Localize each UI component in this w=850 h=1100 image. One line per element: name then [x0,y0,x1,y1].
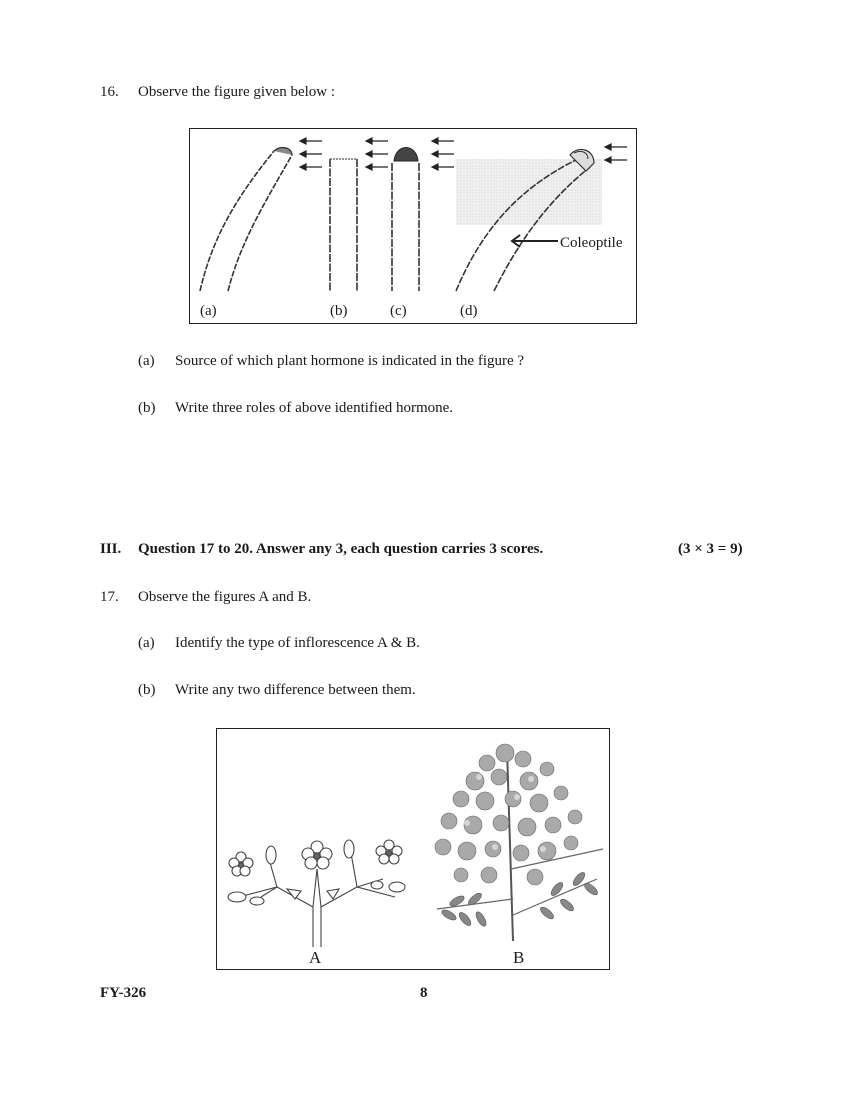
figure-label-b: (b) [330,303,348,319]
inflorescence-a [228,840,405,947]
coleoptile-diagram [190,129,636,323]
coleoptile-annotation: Coleoptile [560,235,623,251]
flower-center [302,841,332,869]
q16-part-b-label: (b) [138,400,156,416]
q17-part-a-label: (a) [138,635,155,651]
q17-text: Observe the figures A and B. [138,589,312,605]
q16-part-a-label: (a) [138,353,155,369]
figure-label-a: (a) [200,303,217,319]
inflorescence-diagram [217,729,609,969]
q16-text: Observe the figure given below : [138,84,336,100]
figure-label-c: (c) [390,303,407,319]
light-arrows-a [300,138,322,170]
section-instructions: Question 17 to 20. Answer any 3, each question carries 3 scores. [138,541,544,557]
coleoptile-d [456,149,602,291]
q16-number: 16. [100,84,119,100]
figure-label-d: (d) [460,303,478,319]
coleoptile-figure [189,128,637,324]
figure-label-B: B [513,948,525,967]
section-number: III. [100,541,122,557]
q16-part-a-text: Source of which plant hormone is indicated in the figure ? [175,353,525,369]
coleoptile-b [330,159,357,291]
paper-code: FY-326 [100,985,147,1001]
inflorescence-b [435,744,603,941]
flower-left [229,852,253,876]
coleoptile-a [200,148,292,291]
q17-part-b-label: (b) [138,682,156,698]
q17-part-a-text: Identify the type of inflorescence A & B. [175,635,420,651]
flower-right [376,840,402,864]
coleoptile-pointer-arrow [512,235,558,247]
q16-part-b-text: Write three roles of above identified hormone. [175,400,454,416]
light-arrows-c [432,138,454,170]
inflorescence-figure [216,728,610,970]
q17-number: 17. [100,589,119,605]
light-arrows-d [605,144,627,163]
q17-part-b-text: Write any two difference between them. [175,682,416,698]
section-scores: (3 × 3 = 9) [678,541,743,557]
figure-label-A: A [309,948,322,967]
coleoptile-c [392,148,419,292]
light-arrows-b [366,138,388,170]
page-number: 8 [420,985,428,1001]
